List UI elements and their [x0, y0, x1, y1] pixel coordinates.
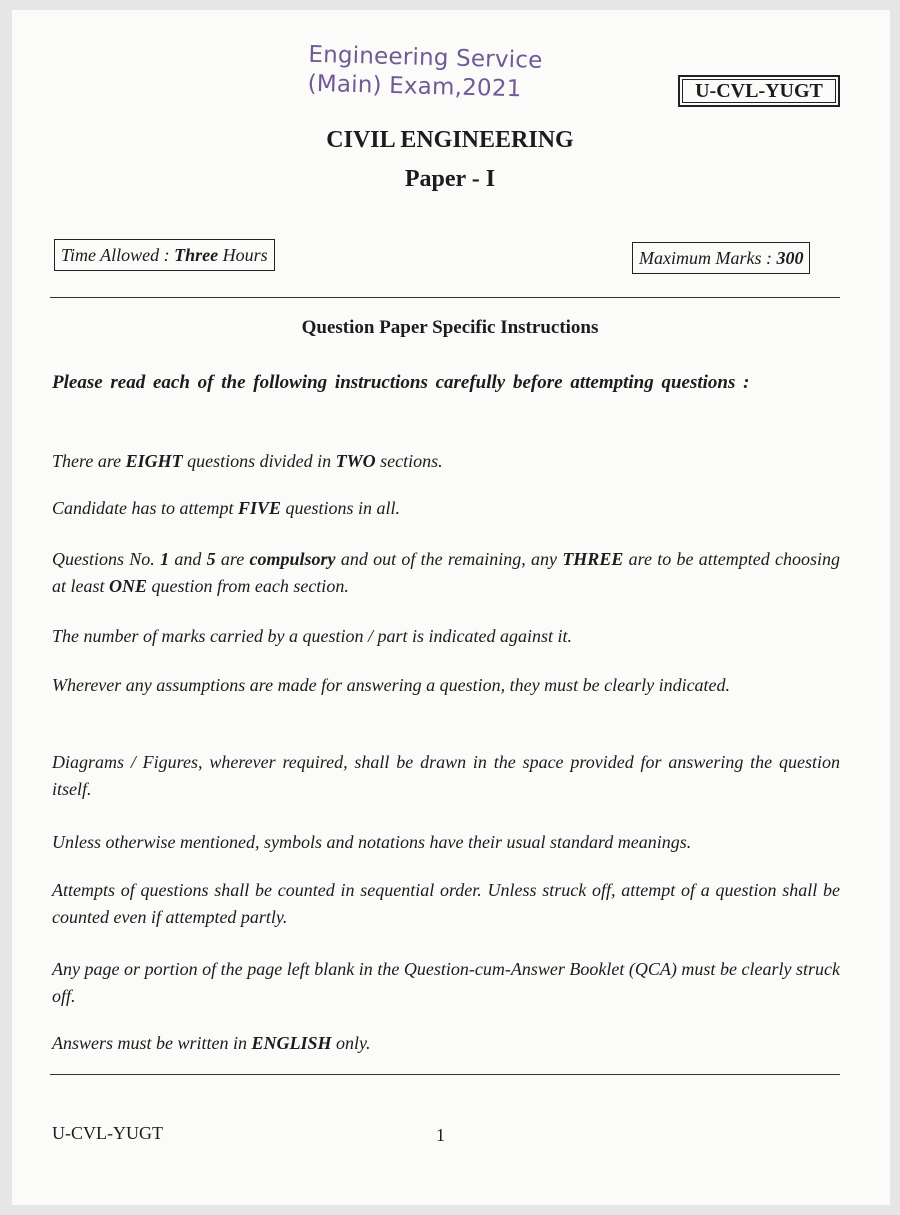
instruction-item	[52, 623, 840, 650]
instruction-emphasis: ENGLISH	[251, 1033, 332, 1053]
instruction-text: and out of the remaining, any	[335, 549, 563, 569]
instruction-text: sections.	[375, 451, 443, 471]
instruction-emphasis: EIGHT	[125, 451, 183, 471]
stamp-line-1: Engineering Service	[308, 41, 543, 74]
paper-title: Paper - I	[404, 166, 496, 192]
instruction-text: Diagrams / Figures, wherever required, shall be drawn in the space provided for answering the question itself.	[52, 752, 840, 799]
instruction-text: questions divided in	[182, 451, 336, 471]
instruction-item	[52, 495, 840, 522]
marks-value: 300	[776, 248, 804, 268]
instructions-intro: Please read each of the following instructions carefully before attempting questions :	[52, 372, 750, 393]
instruction-text: Questions No.	[52, 549, 161, 569]
time-label: Time Allowed :	[61, 245, 170, 265]
top-divider	[50, 297, 840, 298]
instruction-emphasis: 5	[206, 549, 216, 569]
instruction-text: are	[215, 549, 250, 569]
subject-title: CIVIL ENGINEERING	[326, 127, 574, 153]
paper-code-box: U-CVL-YUGT	[678, 75, 840, 107]
instruction-item	[52, 1030, 840, 1057]
instruction-text: and	[169, 549, 207, 569]
instruction-text: Answers must be written in	[52, 1033, 252, 1053]
instruction-text: Unless otherwise mentioned, symbols and notations have their usual standard meanings.	[52, 832, 692, 852]
time-allowed-box	[54, 239, 275, 271]
instruction-emphasis: ONE	[109, 576, 148, 596]
instruction-emphasis: compulsory	[249, 549, 336, 569]
instruction-text: Wherever any assumptions are made for answering a question, they must be clearly indicated.	[52, 675, 731, 695]
time-value: Three	[174, 245, 219, 265]
instruction-text: Candidate has to attempt	[52, 498, 238, 518]
time-unit: Hours	[222, 245, 268, 265]
bottom-divider	[50, 1074, 840, 1075]
instruction-item	[52, 546, 840, 600]
instruction-item	[52, 877, 840, 931]
footer-paper-code: U-CVL-YUGT	[52, 1123, 163, 1143]
instruction-emphasis: THREE	[562, 549, 624, 569]
instructions-heading: Question Paper Specific Instructions	[301, 317, 599, 338]
instruction-text: question from each section.	[147, 576, 349, 596]
maximum-marks-box	[632, 242, 810, 274]
exam-stamp	[307, 41, 558, 106]
instruction-item	[52, 829, 840, 856]
page-number: 1	[436, 1125, 445, 1145]
instruction-text: The number of marks carried by a question / part is indicated against it.	[52, 626, 572, 646]
instruction-text: only.	[331, 1033, 371, 1053]
instruction-text: Attempts of questions shall be counted in sequential order. Unless struck off, attempt of a question shall be counted even if attempted partly.	[52, 880, 840, 927]
instruction-emphasis: 1	[160, 549, 170, 569]
instruction-item	[52, 672, 840, 699]
instruction-item	[52, 749, 840, 803]
instruction-text: questions in all.	[281, 498, 401, 518]
instruction-text: There are	[52, 451, 126, 471]
instruction-item	[52, 448, 840, 475]
instruction-item	[52, 956, 840, 1010]
instruction-emphasis: TWO	[335, 451, 376, 471]
instruction-emphasis: FIVE	[238, 498, 282, 518]
marks-label: Maximum Marks :	[639, 248, 772, 268]
instruction-text: Any page or portion of the page left blank in the Question-cum-Answer Booklet (QCA) must be clearly struck off.	[52, 959, 840, 1006]
instruction-text: are to be attempted choosing at least	[52, 549, 841, 596]
stamp-line-2: (Main) Exam,2021	[307, 70, 522, 103]
